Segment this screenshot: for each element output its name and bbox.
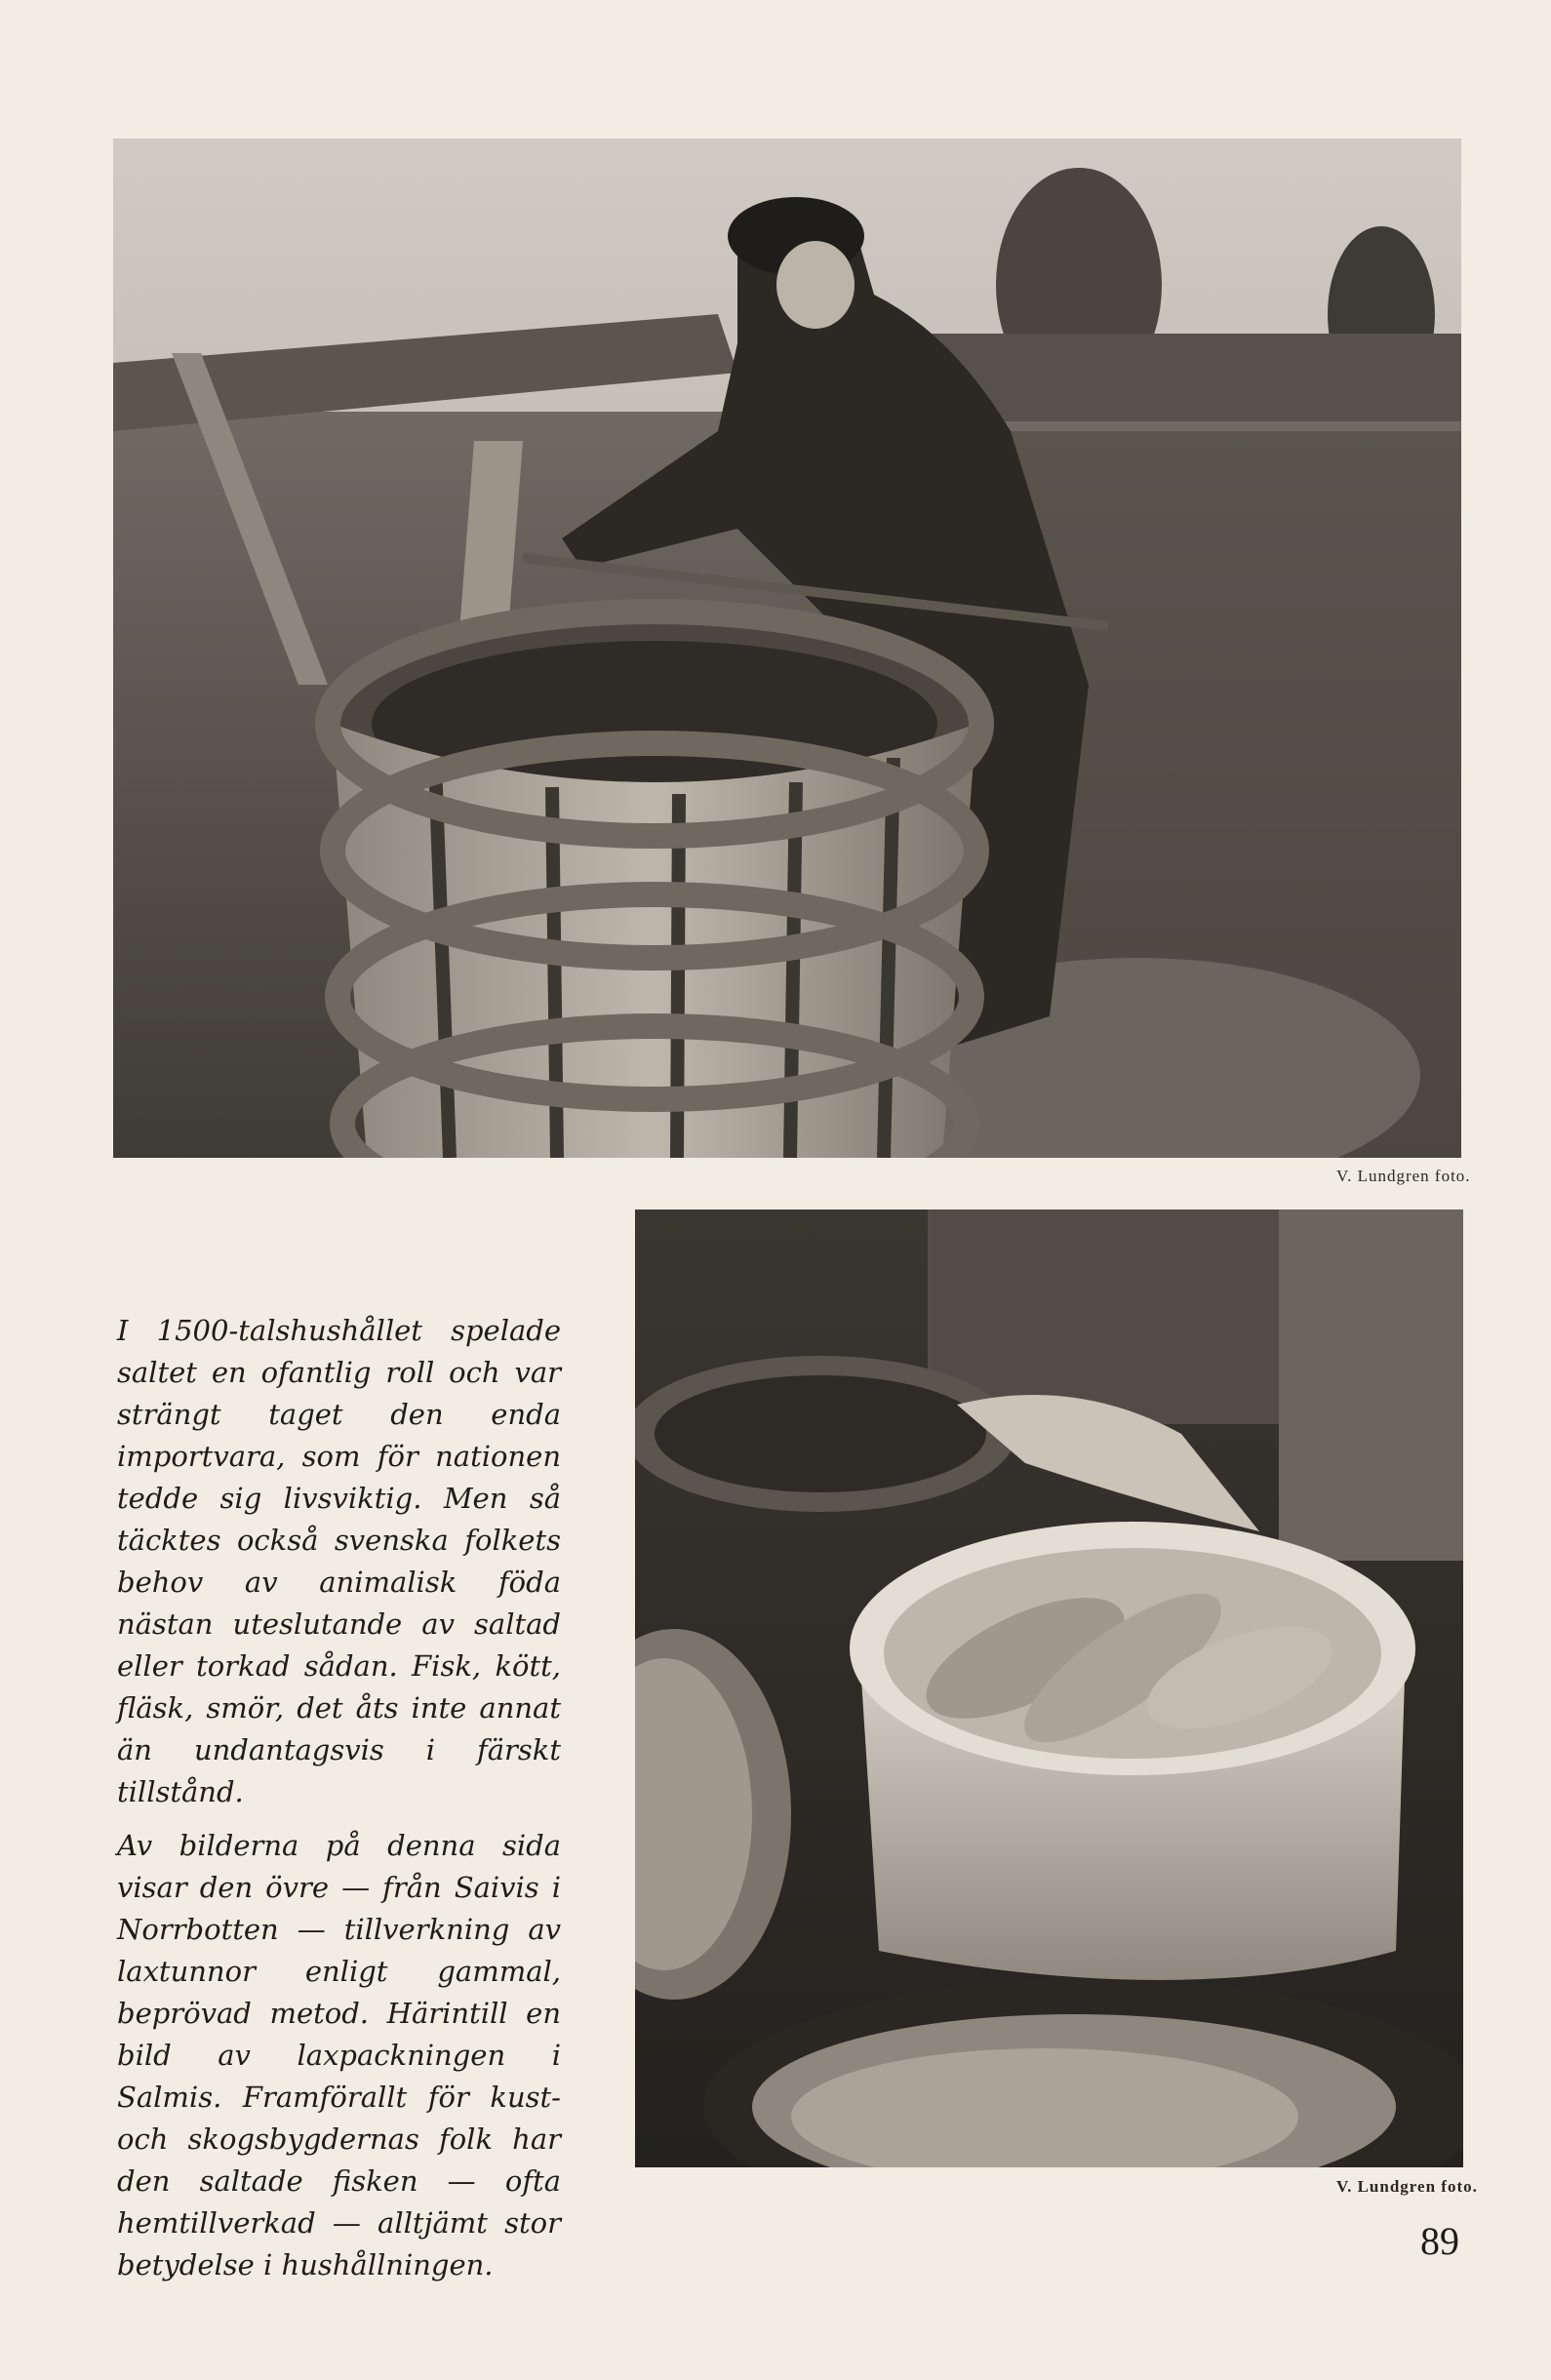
photo-credit-bottom: V. Lundgren foto. — [1336, 2177, 1478, 2196]
photo-credit-top: V. Lundgren foto. — [1336, 1167, 1471, 1185]
photo-salmon-packing — [635, 1210, 1463, 2167]
caption-text — [117, 1310, 561, 2298]
salmon-photo-illustration — [635, 1210, 1463, 2167]
page-number: 89 — [1420, 2219, 1459, 2263]
caption-paragraph-2: Av bilderna på denna sida visar den övre — från Saivis i Norrbotten — tillverkning av laxtunnor enligt gammal, beprövad metod. Härintill en bild av laxpackningen i Salmis. Framförallt för kust- och skogsbygdernas folk har den saltade fisken — ofta hemtillverkad — alltjämt stor betydelse i hushållningen. — [117, 1829, 561, 2281]
barrel-photo-illustration — [113, 139, 1461, 1158]
photo-barrel-making — [113, 139, 1461, 1158]
caption-paragraph-1: I 1500-talshushållet spelade saltet en ofantlig roll och var strängt taget den enda importvara, som för nationen tedde sig livsviktig. Men så täcktes också svenska folkets behov av animalisk föda nästan uteslutande av saltad eller torkad sådan. Fisk, kött, fläsk, smör, det åts inte annat än undantagsvis i färskt tillstånd. — [117, 1314, 561, 1808]
